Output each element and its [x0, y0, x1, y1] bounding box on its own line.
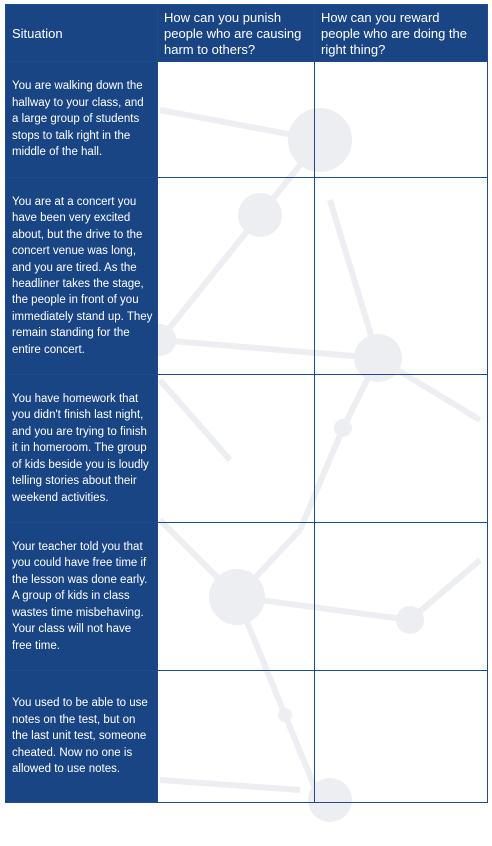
- table-row: [6, 62, 488, 178]
- table-row: [6, 178, 488, 375]
- reward-answer-cell[interactable]: [315, 178, 488, 375]
- situation-cell: You are walking down the hallway to your class, and a large group of students stops to talk right in the middle of the hall.: [6, 62, 158, 178]
- header-row: [6, 5, 488, 62]
- situation-cell: You used to be able to use notes on the test, but on the last unit test, someone cheated. Now no one is allowed to use notes.: [6, 671, 158, 803]
- situations-worksheet-table: [5, 4, 488, 803]
- reward-answer-cell[interactable]: [315, 375, 488, 523]
- situation-cell: Your teacher told you that you could have free time if the lesson was done early. A group of kids in class wastes time misbehaving. Your class will not have free time.: [6, 523, 158, 671]
- punish-answer-cell[interactable]: [158, 178, 315, 375]
- punish-answer-cell[interactable]: [158, 62, 315, 178]
- header-reward: How can you reward people who are doing the right thing?: [315, 5, 488, 62]
- reward-answer-cell[interactable]: [315, 523, 488, 671]
- header-punish: How can you punish people who are causing harm to others?: [158, 5, 315, 62]
- reward-answer-cell[interactable]: [315, 671, 488, 803]
- table-row: [6, 523, 488, 671]
- situation-cell: You are at a concert you have been very excited about, but the drive to the concert venue was long, and you are tired. As the headliner takes the stage, the people in front of you immediately stand up. They remain standing for the entire concert.: [6, 178, 158, 375]
- header-situation: Situation: [6, 5, 158, 62]
- reward-answer-cell[interactable]: [315, 62, 488, 178]
- punish-answer-cell[interactable]: [158, 523, 315, 671]
- punish-answer-cell[interactable]: [158, 671, 315, 803]
- table-row: [6, 375, 488, 523]
- table-row: [6, 671, 488, 803]
- situation-cell: You have homework that you didn't finish last night, and you are trying to finish it in homeroom. The group of kids beside you is loudly telling stories about their weekend activities.: [6, 375, 158, 523]
- punish-answer-cell[interactable]: [158, 375, 315, 523]
